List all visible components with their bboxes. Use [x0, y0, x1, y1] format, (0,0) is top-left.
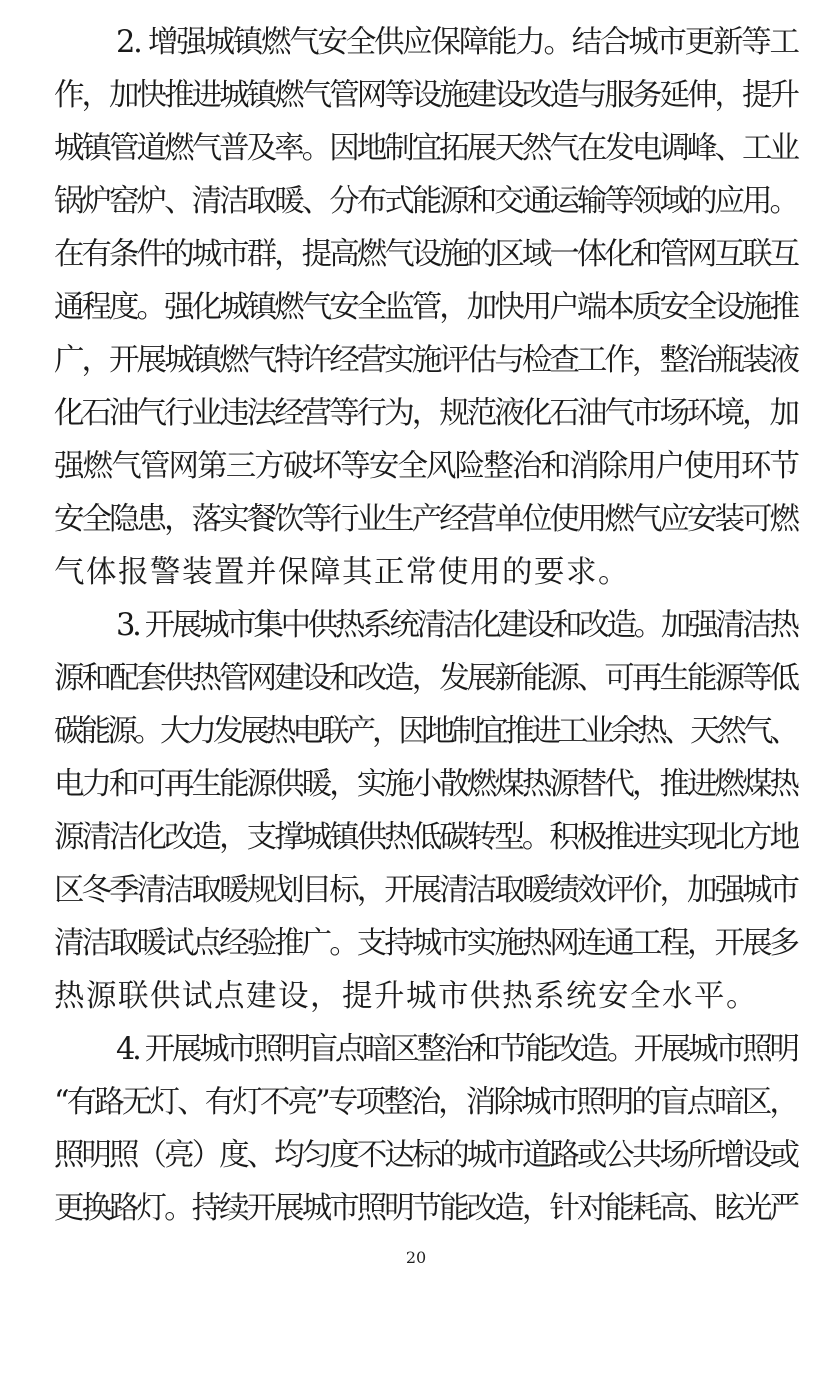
paragraph-3-line-4: 电力和可再生能源供暖，实施小散燃煤热源替代，推进燃煤热 — [54, 767, 798, 802]
paragraph-2-line-1: 2. 增强城镇燃气安全供应保障能力。结合城市更新等工 — [116, 25, 798, 60]
paragraph-3-line-6: 区冬季清洁取暖规划目标，开展清洁取暖绩效评价，加强城市 — [54, 873, 798, 908]
paragraph-2-line-10: 安全隐患，落实餐饮等行业生产经营单位使用燃气应安装可燃 — [54, 502, 798, 537]
paragraph-3-line-1: 3. 开展城市集中供热系统清洁化建设和改造。加强清洁热 — [116, 608, 797, 643]
paragraph-2-line-2: 作，加快推进城镇燃气管网等设施建设改造与服务延伸，提升 — [54, 78, 798, 113]
paragraph-2-line-5: 在有条件的城市群，提高燃气设施的区域一体化和管网互联互 — [54, 237, 798, 272]
paragraph-3-line-7: 清洁取暖试点经验推广。支持城市实施热网连通工程，开展多 — [54, 926, 798, 961]
paragraph-3-line-5: 源清洁化改造，支撑城镇供热低碳转型。积极推进实现北方地 — [54, 820, 798, 855]
paragraph-2-line-8: 化石油气行业违法经营等行为，规范液化石油气市场环境，加 — [54, 396, 798, 431]
page-number: 20 — [405, 1248, 427, 1267]
paragraph-2-line-9: 强燃气管网第三方破坏等安全风险整治和消除用户使用环节 — [54, 449, 799, 484]
paragraph-3-line-3: 碳能源。大力发展热电联产，因地制宜推进工业余热、天然气、 — [54, 714, 796, 749]
paragraph-4-line-1: 4. 开展城市照明盲点暗区整治和节能改造。开展城市照明 — [116, 1032, 797, 1067]
paragraph-2-line-7: 广，开展城镇燃气特许经营实施评估与检查工作，整治瓶装液 — [54, 343, 798, 378]
paragraph-2-line-3: 城镇管道燃气普及率。因地制宜拓展天然气在发电调峰、工业 — [54, 131, 798, 166]
paragraph-2-line-6: 通程度。强化城镇燃气安全监管，加快用户端本质安全设施推 — [54, 290, 798, 325]
paragraph-4-line-3: 照明照（亮）度、均匀度不达标的城市道路或公共场所增设或 — [54, 1138, 798, 1173]
paragraph-4-line-4: 更换路灯。持续开展城市照明节能改造，针对能耗高、眩光严 — [54, 1191, 798, 1226]
paragraph-2-line-11: 气体报警装置并保障其正常使用的要求。 — [54, 555, 630, 590]
paragraph-3-line-2: 源和配套供热管网建设和改造，发展新能源、可再生能源等低 — [54, 661, 798, 696]
paragraph-2-line-4: 锅炉窑炉、清洁取暖、分布式能源和交通运输等领域的应用。 — [54, 184, 798, 219]
paragraph-4-line-2: “有路无灯、有灯不亮”专项整治，消除城市照明的盲点暗区， — [54, 1085, 797, 1120]
paragraph-3-line-8: 热源联供试点建设，提升城市供热系统安全水平。 — [54, 979, 758, 1014]
